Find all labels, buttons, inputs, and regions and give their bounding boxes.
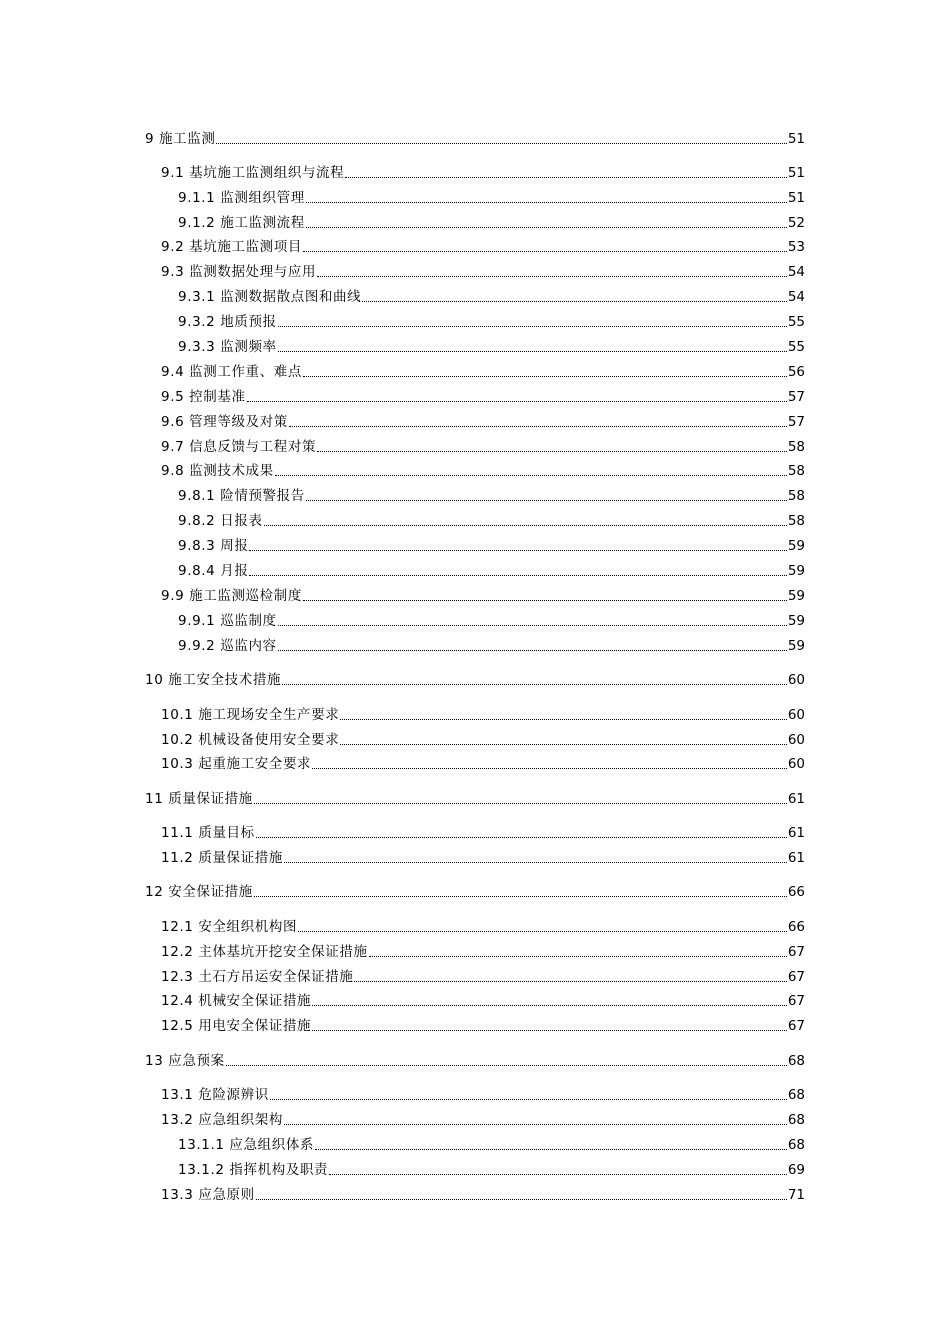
toc-entry-page-number: 60 <box>787 732 805 748</box>
toc-entry[interactable] <box>161 1184 805 1206</box>
toc-leader-dots <box>312 768 787 769</box>
toc-entry-page-number: 55 <box>787 339 805 355</box>
toc-entry[interactable] <box>161 460 805 482</box>
toc-entry[interactable] <box>145 128 805 150</box>
toc-leader-dots <box>264 525 787 526</box>
toc-entry[interactable] <box>161 941 805 963</box>
toc-entry-title: 9.8.2 日报表 <box>178 513 263 529</box>
toc-leader-dots <box>275 475 787 476</box>
toc-entry-page-number: 59 <box>787 588 805 604</box>
toc-entry-page-number: 60 <box>787 707 805 723</box>
toc-entry[interactable] <box>178 560 805 582</box>
toc-entry[interactable] <box>178 212 805 234</box>
toc-entry[interactable] <box>145 669 805 691</box>
toc-leader-dots <box>303 600 787 601</box>
toc-entry-title: 9.6 管理等级及对策 <box>161 414 288 430</box>
toc-leader-dots <box>369 956 787 957</box>
toc-entry[interactable] <box>145 1050 805 1072</box>
toc-entry-title: 9.9 施工监测巡检制度 <box>161 588 302 604</box>
toc-entry-page-number: 60 <box>787 756 805 772</box>
toc-leader-dots <box>354 981 786 982</box>
toc-entry-page-number: 58 <box>787 439 805 455</box>
toc-entry[interactable] <box>161 411 805 433</box>
toc-entry-page-number: 59 <box>787 638 805 654</box>
toc-entry-page-number: 52 <box>787 215 805 231</box>
toc-entry[interactable] <box>161 916 805 938</box>
toc-entry-page-number: 68 <box>787 1112 805 1128</box>
toc-leader-dots <box>278 625 787 626</box>
toc-entry[interactable] <box>178 286 805 308</box>
toc-entry-title: 9.5 控制基准 <box>161 389 246 405</box>
toc-leader-dots <box>282 684 787 685</box>
toc-entry-title: 9.3.1 监测数据散点图和曲线 <box>178 289 362 305</box>
toc-entry[interactable] <box>161 1109 805 1131</box>
toc-entry-title: 9.1.1 监测组织管理 <box>178 190 305 206</box>
toc-entry-title: 10 施工安全技术措施 <box>145 672 282 688</box>
toc-entry-title: 9.4 监测工作重、难点 <box>161 364 302 380</box>
toc-entry[interactable] <box>161 386 805 408</box>
toc-entry-page-number: 59 <box>787 538 805 554</box>
toc-leader-dots <box>317 276 787 277</box>
toc-entry[interactable] <box>178 187 805 209</box>
toc-leader-dots <box>312 1005 787 1006</box>
toc-entry-page-number: 56 <box>787 364 805 380</box>
toc-entry-title: 10.1 施工现场安全生产要求 <box>161 707 340 723</box>
toc-entry[interactable] <box>161 704 805 726</box>
toc-entry-page-number: 58 <box>787 488 805 504</box>
toc-entry[interactable] <box>161 753 805 775</box>
toc-entry-page-number: 58 <box>787 513 805 529</box>
toc-leader-dots <box>270 1099 787 1100</box>
toc-leader-dots <box>256 837 787 838</box>
toc-entry-title: 9.9.1 巡监制度 <box>178 613 277 629</box>
toc-leader-dots <box>315 1149 787 1150</box>
toc-entry-page-number: 66 <box>787 919 805 935</box>
toc-entry[interactable] <box>178 1159 805 1181</box>
toc-leader-dots <box>362 301 787 302</box>
toc-entry-title: 12.1 安全组织机构图 <box>161 919 298 935</box>
toc-entry-page-number: 51 <box>787 165 805 181</box>
toc-entry[interactable] <box>161 585 805 607</box>
toc-entry[interactable] <box>161 966 805 988</box>
toc-entry-title: 11.2 质量保证措施 <box>161 850 283 866</box>
toc-entry-page-number: 53 <box>787 239 805 255</box>
toc-entry-page-number: 59 <box>787 613 805 629</box>
toc-entry-title: 9.2 基坑施工监测项目 <box>161 239 302 255</box>
toc-entry-title: 12.4 机械安全保证措施 <box>161 993 312 1009</box>
toc-entry-page-number: 55 <box>787 314 805 330</box>
toc-leader-dots <box>278 650 787 651</box>
toc-entry-title: 9.8.4 月报 <box>178 563 249 579</box>
toc-entry-page-number: 71 <box>787 1187 805 1203</box>
toc-leader-dots <box>256 1199 787 1200</box>
toc-leader-dots <box>345 177 787 178</box>
toc-entry[interactable] <box>161 1015 805 1037</box>
toc-entry[interactable] <box>178 311 805 333</box>
toc-entry-title: 9.1 基坑施工监测组织与流程 <box>161 165 345 181</box>
toc-entry-title: 12.3 土石方吊运安全保证措施 <box>161 969 354 985</box>
toc-entry[interactable] <box>161 261 805 283</box>
toc-entry[interactable] <box>145 881 805 903</box>
toc-entry-page-number: 61 <box>787 850 805 866</box>
toc-entry-title: 13 应急预案 <box>145 1053 225 1069</box>
toc-entry-title: 13.3 应急原则 <box>161 1187 255 1203</box>
toc-entry-page-number: 61 <box>787 791 805 807</box>
toc-leader-dots <box>306 500 787 501</box>
toc-entry-title: 12.5 用电安全保证措施 <box>161 1018 312 1034</box>
toc-leader-dots <box>317 451 787 452</box>
toc-entry-title: 9.3.2 地质预报 <box>178 314 277 330</box>
toc-entry[interactable] <box>161 729 805 751</box>
toc-leader-dots <box>278 351 787 352</box>
toc-entry-title: 12 安全保证措施 <box>145 884 253 900</box>
toc-entry-page-number: 57 <box>787 389 805 405</box>
toc-entry[interactable] <box>161 847 805 869</box>
toc-entry-page-number: 68 <box>787 1053 805 1069</box>
toc-entry-title: 9 施工监测 <box>145 131 216 147</box>
toc-leader-dots <box>340 719 786 720</box>
toc-leader-dots <box>284 1124 787 1125</box>
toc-leader-dots <box>284 862 787 863</box>
toc-leader-dots <box>278 326 787 327</box>
toc-entry[interactable] <box>161 436 805 458</box>
toc-leader-dots <box>216 143 786 144</box>
toc-entry-title: 9.8 监测技术成果 <box>161 463 274 479</box>
toc-entry-title: 9.8.1 险情预警报告 <box>178 488 305 504</box>
toc-entry-title: 13.2 应急组织架构 <box>161 1112 283 1128</box>
toc-entry-title: 9.1.2 施工监测流程 <box>178 215 305 231</box>
toc-entry-page-number: 66 <box>787 884 805 900</box>
toc-entry[interactable] <box>161 361 805 383</box>
toc-entry-page-number: 68 <box>787 1137 805 1153</box>
toc-leader-dots <box>306 202 787 203</box>
toc-leader-dots <box>247 401 787 402</box>
toc-entry[interactable] <box>178 485 805 507</box>
toc-entry[interactable] <box>161 990 805 1012</box>
toc-entry-page-number: 61 <box>787 825 805 841</box>
toc-entry-page-number: 67 <box>787 944 805 960</box>
toc-entry-page-number: 58 <box>787 463 805 479</box>
toc-leader-dots <box>254 803 787 804</box>
toc-entry[interactable] <box>161 236 805 258</box>
toc-leader-dots <box>226 1065 787 1066</box>
toc-leader-dots <box>249 575 786 576</box>
toc-entry[interactable] <box>161 1084 805 1106</box>
toc-entry-title: 11.1 质量目标 <box>161 825 255 841</box>
toc-entry-title: 9.7 信息反馈与工程对策 <box>161 439 317 455</box>
toc-leader-dots <box>298 931 787 932</box>
toc-entry-title: 9.3 监测数据处理与应用 <box>161 264 317 280</box>
toc-entry-title: 13.1.2 指挥机构及职责 <box>178 1162 329 1178</box>
toc-leader-dots <box>289 426 787 427</box>
toc-entry-page-number: 60 <box>787 672 805 688</box>
toc-entry-page-number: 67 <box>787 993 805 1009</box>
toc-entry[interactable] <box>178 635 805 657</box>
toc-entry[interactable] <box>178 336 805 358</box>
toc-entry-page-number: 57 <box>787 414 805 430</box>
toc-leader-dots <box>249 550 786 551</box>
toc-entry[interactable] <box>161 162 805 184</box>
toc-entry-title: 10.3 起重施工安全要求 <box>161 756 312 772</box>
toc-entry-page-number: 51 <box>787 190 805 206</box>
toc-leader-dots <box>303 251 787 252</box>
toc-entry[interactable] <box>178 510 805 532</box>
toc-entry-page-number: 67 <box>787 1018 805 1034</box>
toc-leader-dots <box>306 227 787 228</box>
toc-leader-dots <box>340 744 786 745</box>
toc-entry-page-number: 59 <box>787 563 805 579</box>
toc-entry-title: 9.3.3 监测频率 <box>178 339 277 355</box>
toc-entry-title: 13.1 危险源辨识 <box>161 1087 269 1103</box>
toc-entry-title: 10.2 机械设备使用安全要求 <box>161 732 340 748</box>
toc-leader-dots <box>329 1174 787 1175</box>
toc-entry-page-number: 51 <box>787 131 805 147</box>
toc-entry-page-number: 67 <box>787 969 805 985</box>
toc-entry-title: 12.2 主体基坑开挖安全保证措施 <box>161 944 368 960</box>
toc-entry-page-number: 54 <box>787 264 805 280</box>
toc-leader-dots <box>312 1030 787 1031</box>
toc-entry[interactable] <box>145 788 805 810</box>
toc-entry-title: 9.8.3 周报 <box>178 538 249 554</box>
toc-entry[interactable] <box>178 1134 805 1156</box>
toc-entry[interactable] <box>178 535 805 557</box>
toc-entry-page-number: 54 <box>787 289 805 305</box>
toc-entry[interactable] <box>178 610 805 632</box>
toc-entry-title: 11 质量保证措施 <box>145 791 253 807</box>
toc-leader-dots <box>303 376 787 377</box>
toc-entry-title: 13.1.1 应急组织体系 <box>178 1137 315 1153</box>
toc-entry[interactable] <box>161 822 805 844</box>
toc-entry-page-number: 68 <box>787 1087 805 1103</box>
toc-leader-dots <box>254 896 787 897</box>
toc-entry-title: 9.9.2 巡监内容 <box>178 638 277 654</box>
toc-entry-page-number: 69 <box>787 1162 805 1178</box>
